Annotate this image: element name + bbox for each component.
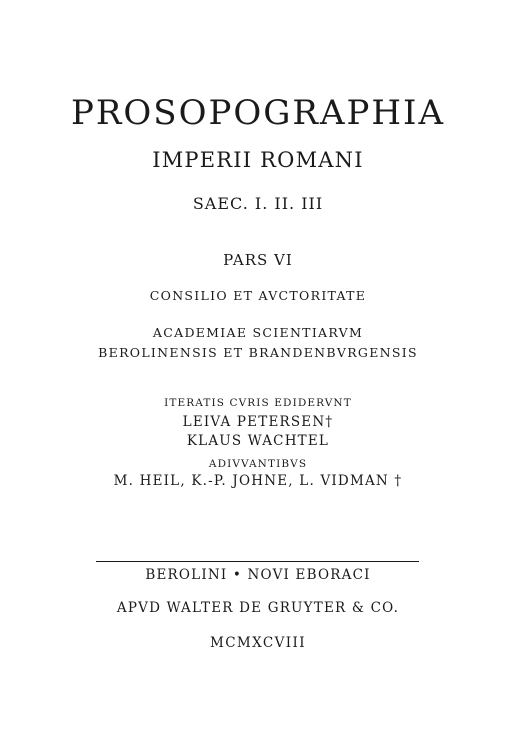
part-number: PARS VI — [223, 251, 293, 269]
editor-name-1: LEIVA PETERSEN† — [182, 414, 334, 430]
assistants-intro: ADIVVANTIBVS — [208, 458, 308, 470]
editor-name-2: KLAUS WACHTEL — [186, 433, 330, 449]
centuries-covered: SAEC. I. II. III — [192, 194, 324, 213]
publication-year: MCMXCVIII — [209, 635, 307, 651]
editors-intro: ITERATIS CVRIS EDIDERVNT — [164, 397, 352, 409]
academy-line-1: ACADEMIAE SCIENTIARVM — [152, 325, 364, 340]
publisher-name: APVD WALTER DE GRUYTER & CO. — [116, 600, 400, 616]
book-title: PROSOPOGRAPHIA — [70, 93, 446, 133]
publication-places: BEROLINI • NOVI EBORACI — [145, 567, 371, 583]
academy-line-2: BEROLINENSIS ET BRANDENBVRGENSIS — [98, 345, 418, 360]
horizontal-rule — [96, 561, 419, 562]
assistant-names: M. HEIL, K.-P. JOHNE, L. VIDMAN † — [113, 473, 403, 489]
book-subtitle: IMPERII ROMANI — [152, 148, 364, 172]
auspices-line: CONSILIO ET AVCTORITATE — [149, 288, 367, 303]
